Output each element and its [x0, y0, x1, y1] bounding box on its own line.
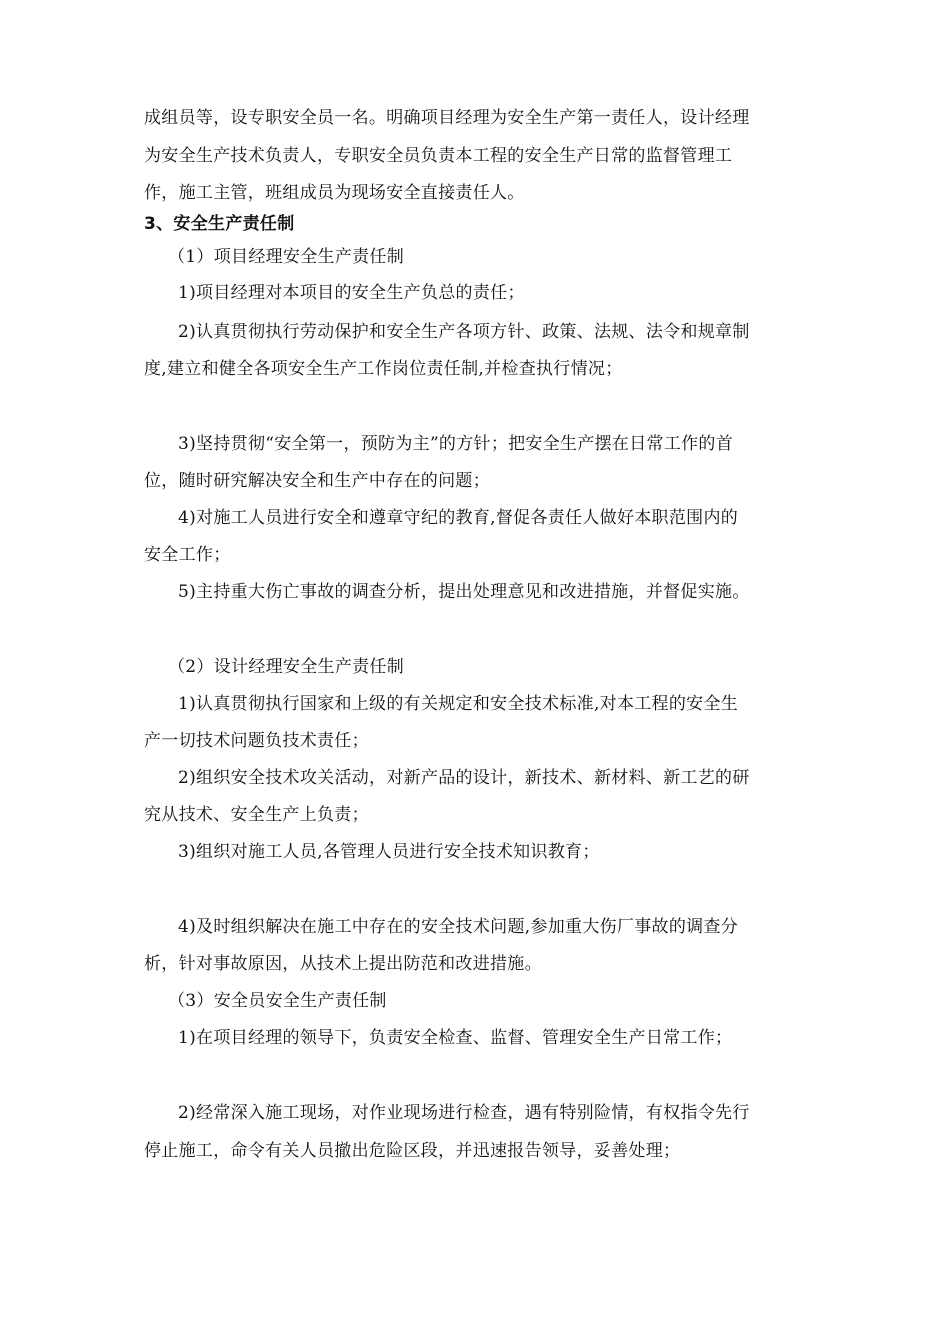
- paragraph-line: 作，施工主管，班组成员为现场安全直接责任人。: [144, 183, 525, 203]
- list-item: 2)组织安全技术攻关活动，对新产品的设计，新技术、新材料、新工艺的研: [178, 768, 750, 788]
- list-item: 1)认真贯彻执行国家和上级的有关规定和安全技术标准,对本工程的安全生: [178, 694, 739, 714]
- list-item: 3)组织对施工人员,各管理人员进行安全技术知识教育；: [178, 842, 600, 862]
- list-item: 4)及时组织解决在施工中存在的安全技术问题,参加重大伤厂事故的调查分: [178, 917, 739, 937]
- list-item: 2)经常深入施工现场，对作业现场进行检查，遇有特别险情，有权指令先行: [178, 1103, 750, 1123]
- paragraph-line: 究从技术、安全生产上负责；: [144, 805, 369, 825]
- subsection-heading: （3）安全员安全生产责任制: [168, 991, 387, 1011]
- paragraph-line: 产一切技术问题负技术责任；: [144, 731, 369, 751]
- list-item: 4)对施工人员进行安全和遵章守纪的教育,督促各责任人做好本职范围内的: [178, 508, 739, 528]
- subsection-heading: （1）项目经理安全生产责任制: [168, 247, 405, 267]
- paragraph-line: 停止施工，命令有关人员撤出危险区段，并迅速报告领导，妥善处理；: [144, 1141, 681, 1161]
- list-item: 3)坚持贯彻“安全第一，预防为主”的方针；把安全生产摆在日常工作的首: [178, 434, 734, 454]
- list-item: 1)项目经理对本项目的安全生产负总的责任；: [178, 283, 525, 303]
- paragraph-line: 成组员等，设专职安全员一名。明确项目经理为安全生产第一责任人，设计经理: [144, 108, 750, 128]
- paragraph-line: 析，针对事故原因，从技术上提出防范和改进措施。: [144, 954, 542, 974]
- subsection-heading: （2）设计经理安全生产责任制: [168, 657, 405, 677]
- paragraph-line: 安全工作；: [144, 545, 231, 565]
- list-item: 2)认真贯彻执行劳动保护和安全生产各项方针、政策、法规、法令和规章制: [178, 322, 750, 342]
- paragraph-line: 位，随时研究解决安全和生产中存在的问题；: [144, 471, 490, 491]
- paragraph-line: 为安全生产技术负责人，专职安全员负责本工程的安全生产日常的监督管理工: [144, 146, 733, 166]
- paragraph-line: 度,建立和健全各项安全生产工作岗位责任制,并检查执行情况；: [144, 359, 623, 379]
- list-item: 1)在项目经理的领导下，负责安全检查、监督、管理安全生产日常工作；: [178, 1028, 733, 1048]
- list-item: 5)主持重大伤亡事故的调查分析，提出处理意见和改进措施，并督促实施。: [178, 582, 750, 602]
- section-heading: 3、安全生产责任制: [144, 214, 295, 234]
